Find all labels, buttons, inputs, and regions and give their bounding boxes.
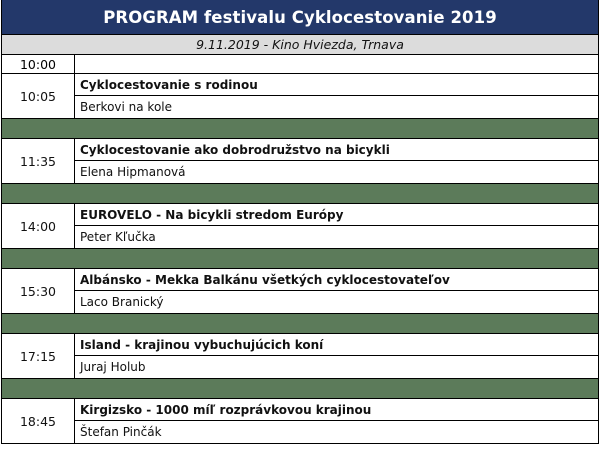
break-row (2, 249, 598, 269)
break-row (2, 119, 598, 139)
talk-title: Cyklocestovanie ako dobrodružstvo na bicykli (75, 139, 598, 161)
event-date-location: 9.11.2019 - Kino Hviezda, Trnava (2, 34, 598, 55)
start-time: 10:00 (2, 55, 75, 73)
talk-speaker: Berkovi na kole (80, 100, 173, 114)
talk-speaker: Štefan Pinčák (80, 425, 162, 439)
break-row (2, 314, 598, 334)
talk-title: Island - krajinou vybuchujúcich koní (75, 334, 598, 356)
talk-row (2, 74, 598, 119)
talk-row (2, 399, 598, 444)
talk-row (2, 334, 598, 379)
talk-time: 11:35 (2, 139, 75, 183)
talk-title: Cyklocestovanie s rodinou (75, 74, 598, 96)
program-title: PROGRAM festivalu Cyklocestovanie 2019 (2, 0, 598, 34)
talk-speaker: Peter Kľučka (80, 230, 156, 244)
break-row (2, 379, 598, 399)
talk-row (2, 139, 598, 184)
talk-title: Kirgizsko - 1000 míľ rozprávkovou krajinou (75, 399, 598, 421)
talk-row (2, 204, 598, 249)
talk-row (2, 269, 598, 314)
program-table (1, 0, 599, 444)
talk-time: 18:45 (2, 399, 75, 443)
break-row (2, 184, 598, 204)
talk-time: 17:15 (2, 334, 75, 378)
talk-title: Albánsko - Mekka Balkánu všetkých cyklocestovateľov (75, 269, 598, 291)
talk-info (75, 74, 598, 118)
talk-info (75, 399, 598, 443)
talk-time: 10:05 (2, 74, 75, 118)
talk-speaker: Juraj Holub (80, 360, 146, 374)
talk-speaker: Laco Branický (80, 295, 164, 309)
start-row (2, 55, 598, 74)
talk-speaker: Elena Hipmanová (80, 165, 186, 179)
start-row-empty (75, 55, 598, 73)
talk-info (75, 334, 598, 378)
talk-info (75, 204, 598, 248)
talk-info (75, 269, 598, 313)
talk-title: EUROVELO - Na bicykli stredom Európy (75, 204, 598, 226)
talk-time: 15:30 (2, 269, 75, 313)
talk-info (75, 139, 598, 183)
talk-time: 14:00 (2, 204, 75, 248)
